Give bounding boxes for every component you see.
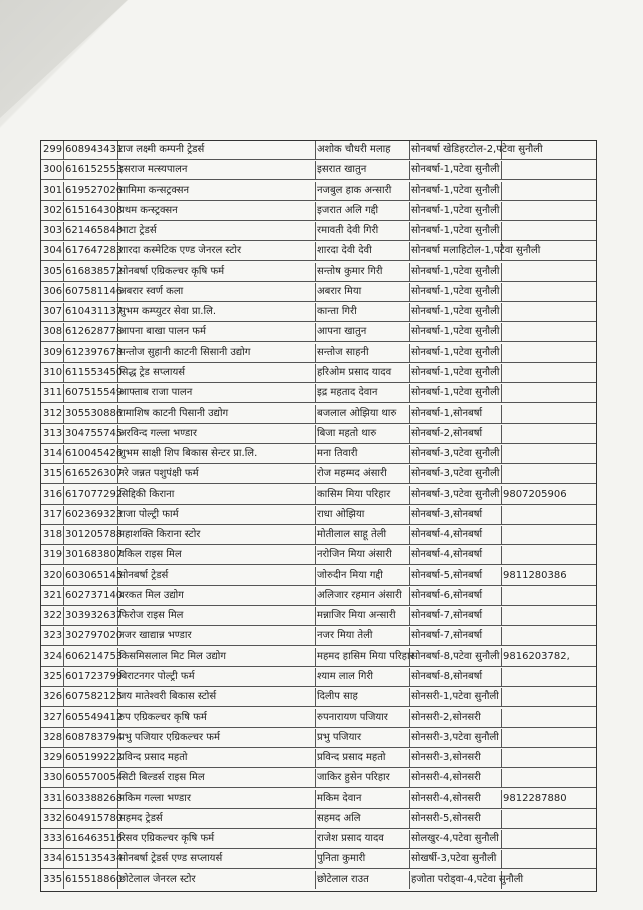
table-row [41,364,596,383]
address-cell: सोनबर्षा-3,पटेवा सुनौली [409,486,502,504]
firm-name-cell: जय मातेश्वरी बिकास स्टोर्स [117,688,316,706]
address-cell: सोनबर्षा-1,पटेवा सुनौली [409,182,502,200]
owner-name-cell: सहमद अलि [315,810,410,828]
firm-name-cell: आपना बाखा पालन फर्म [117,323,316,341]
phone-cell [501,323,596,341]
serial-number-cell: 334 [41,850,64,868]
owner-name-cell: सन्तोज साहनी [315,344,410,362]
phone-cell [501,425,596,443]
phone-cell [501,506,596,524]
phone-cell [501,161,596,179]
owner-name-cell: इजरात अलि गद्दी [315,202,410,220]
table-row [41,587,596,606]
phone-cell [501,303,596,321]
pan-number-cell: 607582125 [63,688,118,706]
firm-name-cell: मकिम गल्ला भण्डार [117,790,316,808]
firm-name-cell: भाटा ट्रेडर्स [117,222,316,240]
pan-number-cell: 616152553 [63,161,118,179]
firm-name-cell: सिद्दिकी किराना [117,486,316,504]
pan-number-cell: 621465848 [63,222,118,240]
serial-number-cell: 325 [41,668,64,686]
firm-name-cell: आफ्ताब राजा पालन [117,384,316,402]
serial-number-cell: 329 [41,749,64,767]
firm-name-cell: शुभम साक्षी शिप बिकास सेन्टर प्रा.लि. [117,445,316,463]
firm-name-cell: फिरोज राइस मिल [117,607,316,625]
firm-name-cell: सोनबर्षा ट्रेडर्स एण्ड सप्लायर्स [117,850,316,868]
pan-number-cell: 610045426 [63,445,118,463]
phone-cell [501,688,596,706]
phone-cell [501,749,596,767]
owner-name-cell: कान्ता गिरी [315,303,410,321]
phone-cell [501,242,596,260]
address-cell: सोनबर्षा-1,पटेवा सुनौली [409,222,502,240]
firm-name-cell: नरे जन्नत पशुपंक्षी फर्म [117,465,316,483]
pan-number-cell: 304755745 [63,425,118,443]
serial-number-cell: 335 [41,871,64,889]
firm-name-cell: राज लक्ष्मी कम्पनी ट्रेडर्स [117,141,316,159]
pan-number-cell: 605199222 [63,749,118,767]
phone-cell [501,141,596,159]
table-row [41,668,596,687]
phone-cell [501,810,596,828]
phone-cell [501,830,596,848]
address-cell: सोखर्षी-3,पटेवा सुनौली [409,850,502,868]
serial-number-cell: 299 [41,141,64,159]
pan-number-cell: 302797020 [63,627,118,645]
table-row [41,648,596,667]
phone-cell [501,465,596,483]
table-row [41,769,596,788]
serial-number-cell: 330 [41,769,64,787]
owner-name-cell: रुपनारायण पजियार [315,709,410,727]
pan-number-cell: 616463516 [63,830,118,848]
address-cell: सोनसरी-1,पटेवा सुनौली [409,688,502,706]
address-cell: सोनबर्षा-8,सोनबर्षा [409,668,502,686]
serial-number-cell: 302 [41,202,64,220]
firm-name-cell: सहमद ट्रेडर्स [117,810,316,828]
owner-name-cell: मकिम देवान [315,790,410,808]
serial-number-cell: 327 [41,709,64,727]
pan-number-cell: 619527026 [63,182,118,200]
firm-name-cell: प्रभु पजियार एग्रिकल्चर फर्म [117,729,316,747]
pan-number-cell: 610431137 [63,303,118,321]
owner-name-cell: रोज महम्मद अंसारी [315,465,410,483]
pan-number-cell: 305530886 [63,405,118,423]
address-cell: सोनबर्षा-4,सोनबर्षा [409,546,502,564]
owner-name-cell: मन्नाजिर मिया अन्सारी [315,607,410,625]
phone-cell [501,587,596,605]
owner-name-cell: जाकिर हुसेन परिहार [315,769,410,787]
pan-number-cell: 604915780 [63,810,118,828]
serial-number-cell: 309 [41,344,64,362]
phone-cell [501,364,596,382]
pan-number-cell: 612628778 [63,323,118,341]
address-cell: सोनबर्षा-1,पटेवा सुनौली [409,323,502,341]
address-cell: सोनबर्षा-5,सोनबर्षा [409,567,502,585]
address-cell: सोनसरी-4,सोनसरी [409,769,502,787]
table-row [41,263,596,282]
pan-number-cell: 601723799 [63,668,118,686]
serial-number-cell: 307 [41,303,64,321]
phone-cell: 9812287880 [503,792,567,804]
table-row [41,830,596,849]
table-row [41,729,596,748]
address-cell: सोनबर्षा-1,पटेवा सुनौली [409,161,502,179]
serial-number-cell: 314 [41,445,64,463]
pan-number-cell: 615164308 [63,202,118,220]
serial-number-cell: 306 [41,283,64,301]
pan-number-cell: 303932637 [63,607,118,625]
serial-number-cell: 321 [41,587,64,605]
serial-number-cell: 322 [41,607,64,625]
phone-cell [501,182,596,200]
table-row [41,526,596,545]
page-fold-shadow [0,0,128,118]
phone-cell [501,526,596,544]
address-cell: सोनसरी-2,सोनसरी [409,709,502,727]
owner-name-cell: अबरार मिया [315,283,410,301]
firm-name-cell: रिसव एग्रिकल्चर कृषि फर्म [117,830,316,848]
table-row [41,242,596,261]
table-row [41,405,596,424]
phone-cell: 9807205906 [503,488,567,500]
owner-name-cell: राधा ओझिया [315,506,410,524]
serial-number-cell: 312 [41,405,64,423]
table-row [41,182,596,201]
serial-number-cell: 323 [41,627,64,645]
owner-name-cell: रमावती देवी गिरी [315,222,410,240]
serial-number-cell: 315 [41,465,64,483]
serial-number-cell: 300 [41,161,64,179]
address-cell: हजोता परोड्वा-4,पटेवा सुनौली [409,871,502,889]
owner-name-cell: हरिओम प्रसाद यादव [315,364,410,382]
table-row [41,303,596,322]
phone-cell: 9811280386 [503,569,567,581]
address-cell: सोनबर्षा-8,पटेवा सुनौली [409,648,502,666]
address-cell: सोनबर्षा-3,पटेवा सुनौली [409,465,502,483]
firm-name-cell: राजा पोल्ट्री फार्म [117,506,316,524]
address-cell: सोनबर्षा-1,पटेवा सुनौली [409,344,502,362]
owner-name-cell: प्रविन्द प्रसाद महतो [315,749,410,767]
serial-number-cell: 317 [41,506,64,524]
phone-cell [501,384,596,402]
serial-number-cell: 311 [41,384,64,402]
table-row [41,486,596,505]
firm-name-cell: प्रविन्द प्रसाद महतो [117,749,316,767]
owner-name-cell: पुनिता कुमारी [315,850,410,868]
table-row [41,749,596,768]
table-row [41,384,596,403]
table-row [41,344,596,363]
firm-name-cell: रुप एग्रिकल्चर कृषि फर्म [117,709,316,727]
owner-name-cell: बजलाल ओझिया थारु [315,405,410,423]
owner-name-cell: दिलीप साह [315,688,410,706]
owner-name-cell: छोटेलाल राउत [315,871,410,889]
serial-number-cell: 326 [41,688,64,706]
firm-name-cell: सिटी बिल्डर्स राइस मिल [117,769,316,787]
firm-name-cell: सिद्ध ट्रेड सप्लायर्स [117,364,316,382]
serial-number-cell: 318 [41,526,64,544]
table-row [41,627,596,646]
phone-cell [501,850,596,868]
firm-name-cell: अरविन्द गल्ला भण्डार [117,425,316,443]
table-row [41,425,596,444]
phone-cell [501,546,596,564]
firm-name-cell: सामिमा कन्सट्रक्सन [117,182,316,200]
owner-name-cell: सन्तोष कुमार गिरी [315,263,410,281]
firm-name-cell: नजर खाद्यान्न भण्डार [117,627,316,645]
table-row [41,850,596,869]
serial-number-cell: 303 [41,222,64,240]
table-row [41,810,596,829]
owner-name-cell: महमद हासिम मिया परिहार [315,648,410,666]
firm-name-cell: वकिल राइस मिल [117,546,316,564]
owner-name-cell: आपना खातुन [315,323,410,341]
address-cell: सोनबर्षा-1,पटेवा सुनौली [409,263,502,281]
address-cell: सोनबर्षा-4,सोनबर्षा [409,526,502,544]
firm-name-cell: इसराज मत्स्यपालन [117,161,316,179]
address-cell: सोनबर्षा-1,पटेवा सुनौली [409,283,502,301]
owner-name-cell: नजबुल हाक अन्सारी [315,182,410,200]
serial-number-cell: 328 [41,729,64,747]
table-row [41,323,596,342]
serial-number-cell: 304 [41,242,64,260]
phone-cell [501,445,596,463]
owner-name-cell: मना तिवारी [315,445,410,463]
table-row [41,546,596,565]
pan-number-cell: 617647283 [63,242,118,260]
serial-number-cell: 333 [41,830,64,848]
table-row [41,790,596,809]
owner-name-cell: राजेश प्रसाद यादव [315,830,410,848]
phone-cell [501,283,596,301]
address-cell: सोनसरी-3,पटेवा सुनौली [409,729,502,747]
address-cell: सोनबर्षा खेडिहरटोल-2,पटेवा सुनौली [409,141,502,159]
table-row [41,161,596,180]
pan-number-cell: 611553450 [63,364,118,382]
firm-name-cell: सुभम कम्प्युटर सेवा प्रा.लि. [117,303,316,321]
table-row [41,607,596,626]
serial-number-cell: 324 [41,648,64,666]
phone-cell [501,769,596,787]
owner-name-cell: कासिम मिया परिहार [315,486,410,504]
address-cell: सोनबर्षा-3,पटेवा सुनौली [409,445,502,463]
address-cell: सोनबर्षा-1,पटेवा सुनौली [409,384,502,402]
address-cell: सोलखुर-4,पटेवा सुनौली [409,830,502,848]
registration-table [40,140,597,892]
phone-cell [501,607,596,625]
serial-number-cell: 332 [41,810,64,828]
pan-number-cell: 605570054 [63,769,118,787]
pan-number-cell: 612397678 [63,344,118,362]
serial-number-cell: 320 [41,567,64,585]
pan-number-cell: 602737140 [63,587,118,605]
address-cell: सोनबर्षा-1,सोनबर्षा [409,405,502,423]
firm-name-cell: किसमिसलाल मिट मिल उद्योग [117,648,316,666]
firm-name-cell: सोनबर्षा ट्रेडर्स [117,567,316,585]
pan-number-cell: 616838572 [63,263,118,281]
pan-number-cell: 617077292 [63,486,118,504]
serial-number-cell: 305 [41,263,64,281]
firm-name-cell: बरकत मिल उद्योग [117,587,316,605]
phone-cell [501,871,596,889]
firm-name-cell: शारदा कस्मेटिक एण्ड जेनरल स्टोर [117,242,316,260]
owner-name-cell: नजर मिया तेली [315,627,410,645]
table-row [41,465,596,484]
owner-name-cell: श्याम लाल गिरी [315,668,410,686]
firm-name-cell: छोटेलाल जेनरल स्टोर [117,871,316,889]
pan-number-cell: 606214753 [63,648,118,666]
address-cell: सोनसरी-5,सोनसरी [409,810,502,828]
table-row [41,222,596,241]
phone-cell [501,668,596,686]
table-row [41,506,596,525]
phone-cell [501,222,596,240]
address-cell: सोनबर्षा-7,सोनबर्षा [409,627,502,645]
serial-number-cell: 313 [41,425,64,443]
pan-number-cell: 301683807 [63,546,118,564]
address-cell: सोनबर्षा-7,सोनबर्षा [409,607,502,625]
address-cell: सोनबर्षा-1,पटेवा सुनौली [409,303,502,321]
table-row [41,202,596,221]
firm-name-cell: महाशक्ति किराना स्टोर [117,526,316,544]
firm-name-cell: सन्तोज सुहानी काटनी सिसानी उद्योग [117,344,316,362]
table-row [41,688,596,707]
serial-number-cell: 319 [41,546,64,564]
table-row [41,871,596,889]
table-row [41,283,596,302]
owner-name-cell: प्रभु पजियार [315,729,410,747]
owner-name-cell: अलिजार रहमान अंसारी [315,587,410,605]
firm-name-cell: सोनबर्षा एग्रिकल्चर कृषि फर्म [117,263,316,281]
pan-number-cell: 615518860 [63,871,118,889]
owner-name-cell: नरोजिन मिया अंसारी [315,546,410,564]
phone-cell [501,202,596,220]
table-row [41,445,596,464]
pan-number-cell: 603388268 [63,790,118,808]
phone-cell [501,263,596,281]
address-cell: सोनबर्षा-1,पटेवा सुनौली [409,202,502,220]
firm-name-cell: अबरार स्वर्ण कला [117,283,316,301]
owner-name-cell: अशोक चौधरी मलाह [315,141,410,159]
pan-number-cell: 301205788 [63,526,118,544]
phone-cell [501,344,596,362]
pan-number-cell: 602369323 [63,506,118,524]
phone-cell: 9816203782, [503,650,570,662]
serial-number-cell: 308 [41,323,64,341]
phone-cell [501,627,596,645]
pan-number-cell: 608783794 [63,729,118,747]
serial-number-cell: 310 [41,364,64,382]
pan-number-cell: 605549412 [63,709,118,727]
pan-number-cell: 616526307 [63,465,118,483]
serial-number-cell: 331 [41,790,64,808]
address-cell: सोनबर्षा-6,सोनबर्षा [409,587,502,605]
address-cell: सोनबर्षा-2,सोनबर्षा [409,425,502,443]
phone-cell [501,709,596,727]
owner-name-cell: बिजा महतो थारु [315,425,410,443]
pan-number-cell: 607581146 [63,283,118,301]
phone-cell [501,405,596,423]
owner-name-cell: इसरात खातुन [315,161,410,179]
pan-number-cell: 607515549 [63,384,118,402]
serial-number-cell: 301 [41,182,64,200]
pan-number-cell: 603065145 [63,567,118,585]
address-cell: सोनसरी-3,सोनसरी [409,749,502,767]
address-cell: सोनसरी-4,सोनसरी [409,790,502,808]
table-row [41,141,596,160]
address-cell: सोनबर्षा-3,सोनबर्षा [409,506,502,524]
table-row [41,709,596,728]
pan-number-cell: 615135434 [63,850,118,868]
address-cell: सोनबर्षा मलाहिटोल-1,पटेवा सुनौली [409,242,502,260]
firm-name-cell: प्रथम कन्स्ट्रक्सन [117,202,316,220]
owner-name-cell: इद्र महताद देवान [315,384,410,402]
serial-number-cell: 316 [41,486,64,504]
owner-name-cell: जोरुदीन मिया गद्दी [315,567,410,585]
owner-name-cell: मोतीलाल साहू तेली [315,526,410,544]
firm-name-cell: रामाशिष काटनी पिसानी उद्योग [117,405,316,423]
firm-name-cell: बिराटनगर पोल्ट्री फर्म [117,668,316,686]
table-row [41,567,596,586]
owner-name-cell: शारदा देवी देवी [315,242,410,260]
phone-cell [501,729,596,747]
pan-number-cell: 608943431 [63,141,118,159]
address-cell: सोनबर्षा-1,पटेवा सुनौली [409,364,502,382]
